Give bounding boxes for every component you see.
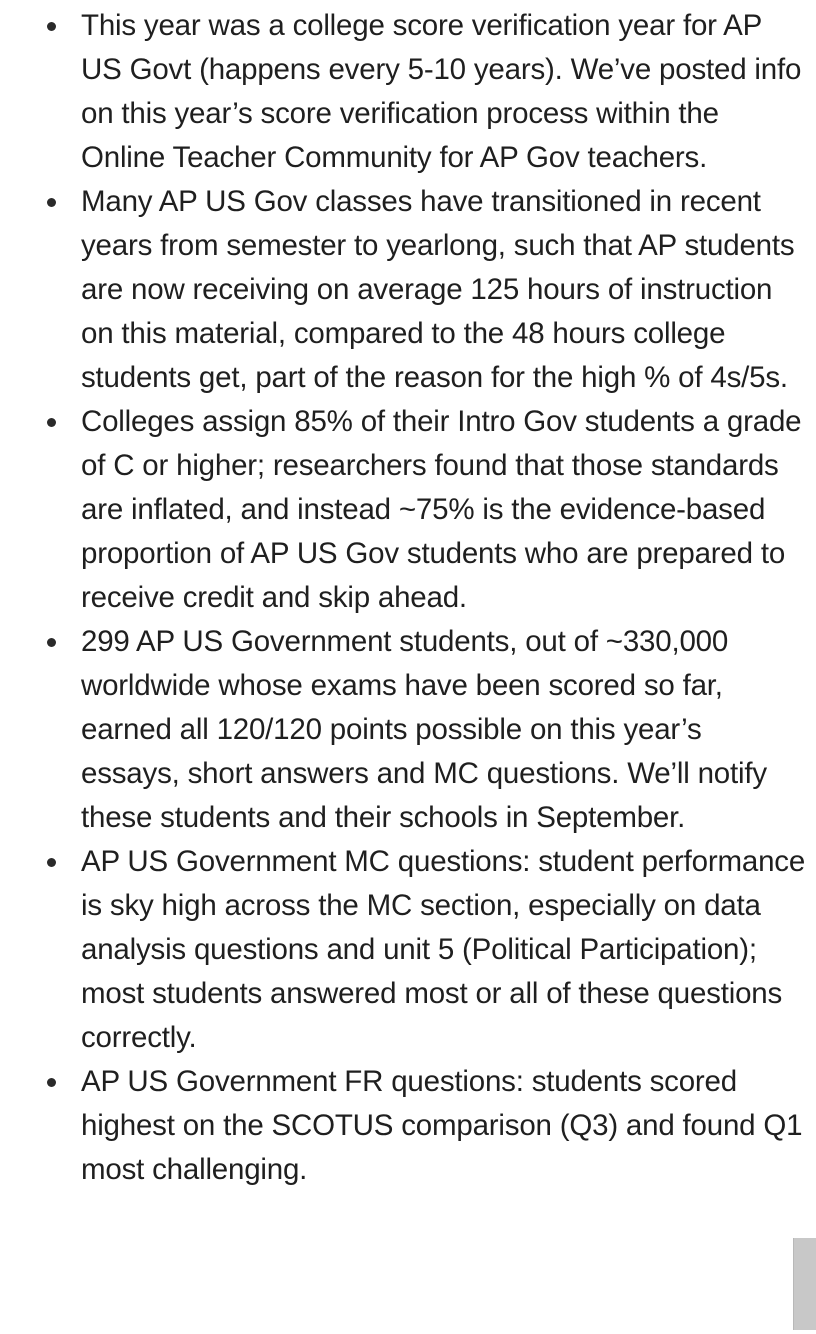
bullet-icon [47, 198, 56, 207]
bullet-icon [47, 22, 56, 31]
bullet-icon [47, 418, 56, 427]
list-item-text: Many AP US Gov classes have transitioned in recent years from semester to yearlong, such that AP students are now receiving on average 125 hours of instruction on this material, compared to the 48 hours college students get, part of the reason for the high % of 4s/5s. [81, 185, 795, 394]
list-item [0, 840, 816, 1060]
list-item [0, 1060, 816, 1192]
list-item-text: This year was a college score verification year for AP US Govt (happens every 5-10 years). We’ve posted info on this year’s score verification process within the Online Teacher Community for AP Gov teachers. [81, 9, 802, 174]
scrollbar-thumb[interactable] [793, 1238, 816, 1330]
list-item [0, 180, 816, 400]
bullet-icon [47, 638, 56, 647]
list-item-text: AP US Government MC questions: student performance is sky high across the MC section, especially on data analysis questions and unit 5 (Political Participation); most students answered most or all of these questions correctly. [81, 845, 806, 1054]
list-item-text: AP US Government FR questions: students scored highest on the SCOTUS comparison (Q3) and found Q1 most challenging. [81, 1065, 803, 1186]
bullet-icon [47, 858, 56, 867]
list-item [0, 4, 816, 180]
bullet-icon [47, 1078, 56, 1087]
list-item [0, 400, 816, 620]
list-item-text: 299 AP US Government students, out of ~330,000 worldwide whose exams have been scored so far, earned all 120/120 points possible on this year’s essays, short answers and MC questions. We’ll notify these students and their schools in September. [81, 625, 767, 834]
list-item-text: Colleges assign 85% of their Intro Gov students a grade of C or higher; researchers found that those standards are inflated, and instead ~75% is the evidence-based proportion of AP US Gov students who are prepared to receive credit and skip ahead. [81, 405, 802, 614]
list-item [0, 620, 816, 840]
